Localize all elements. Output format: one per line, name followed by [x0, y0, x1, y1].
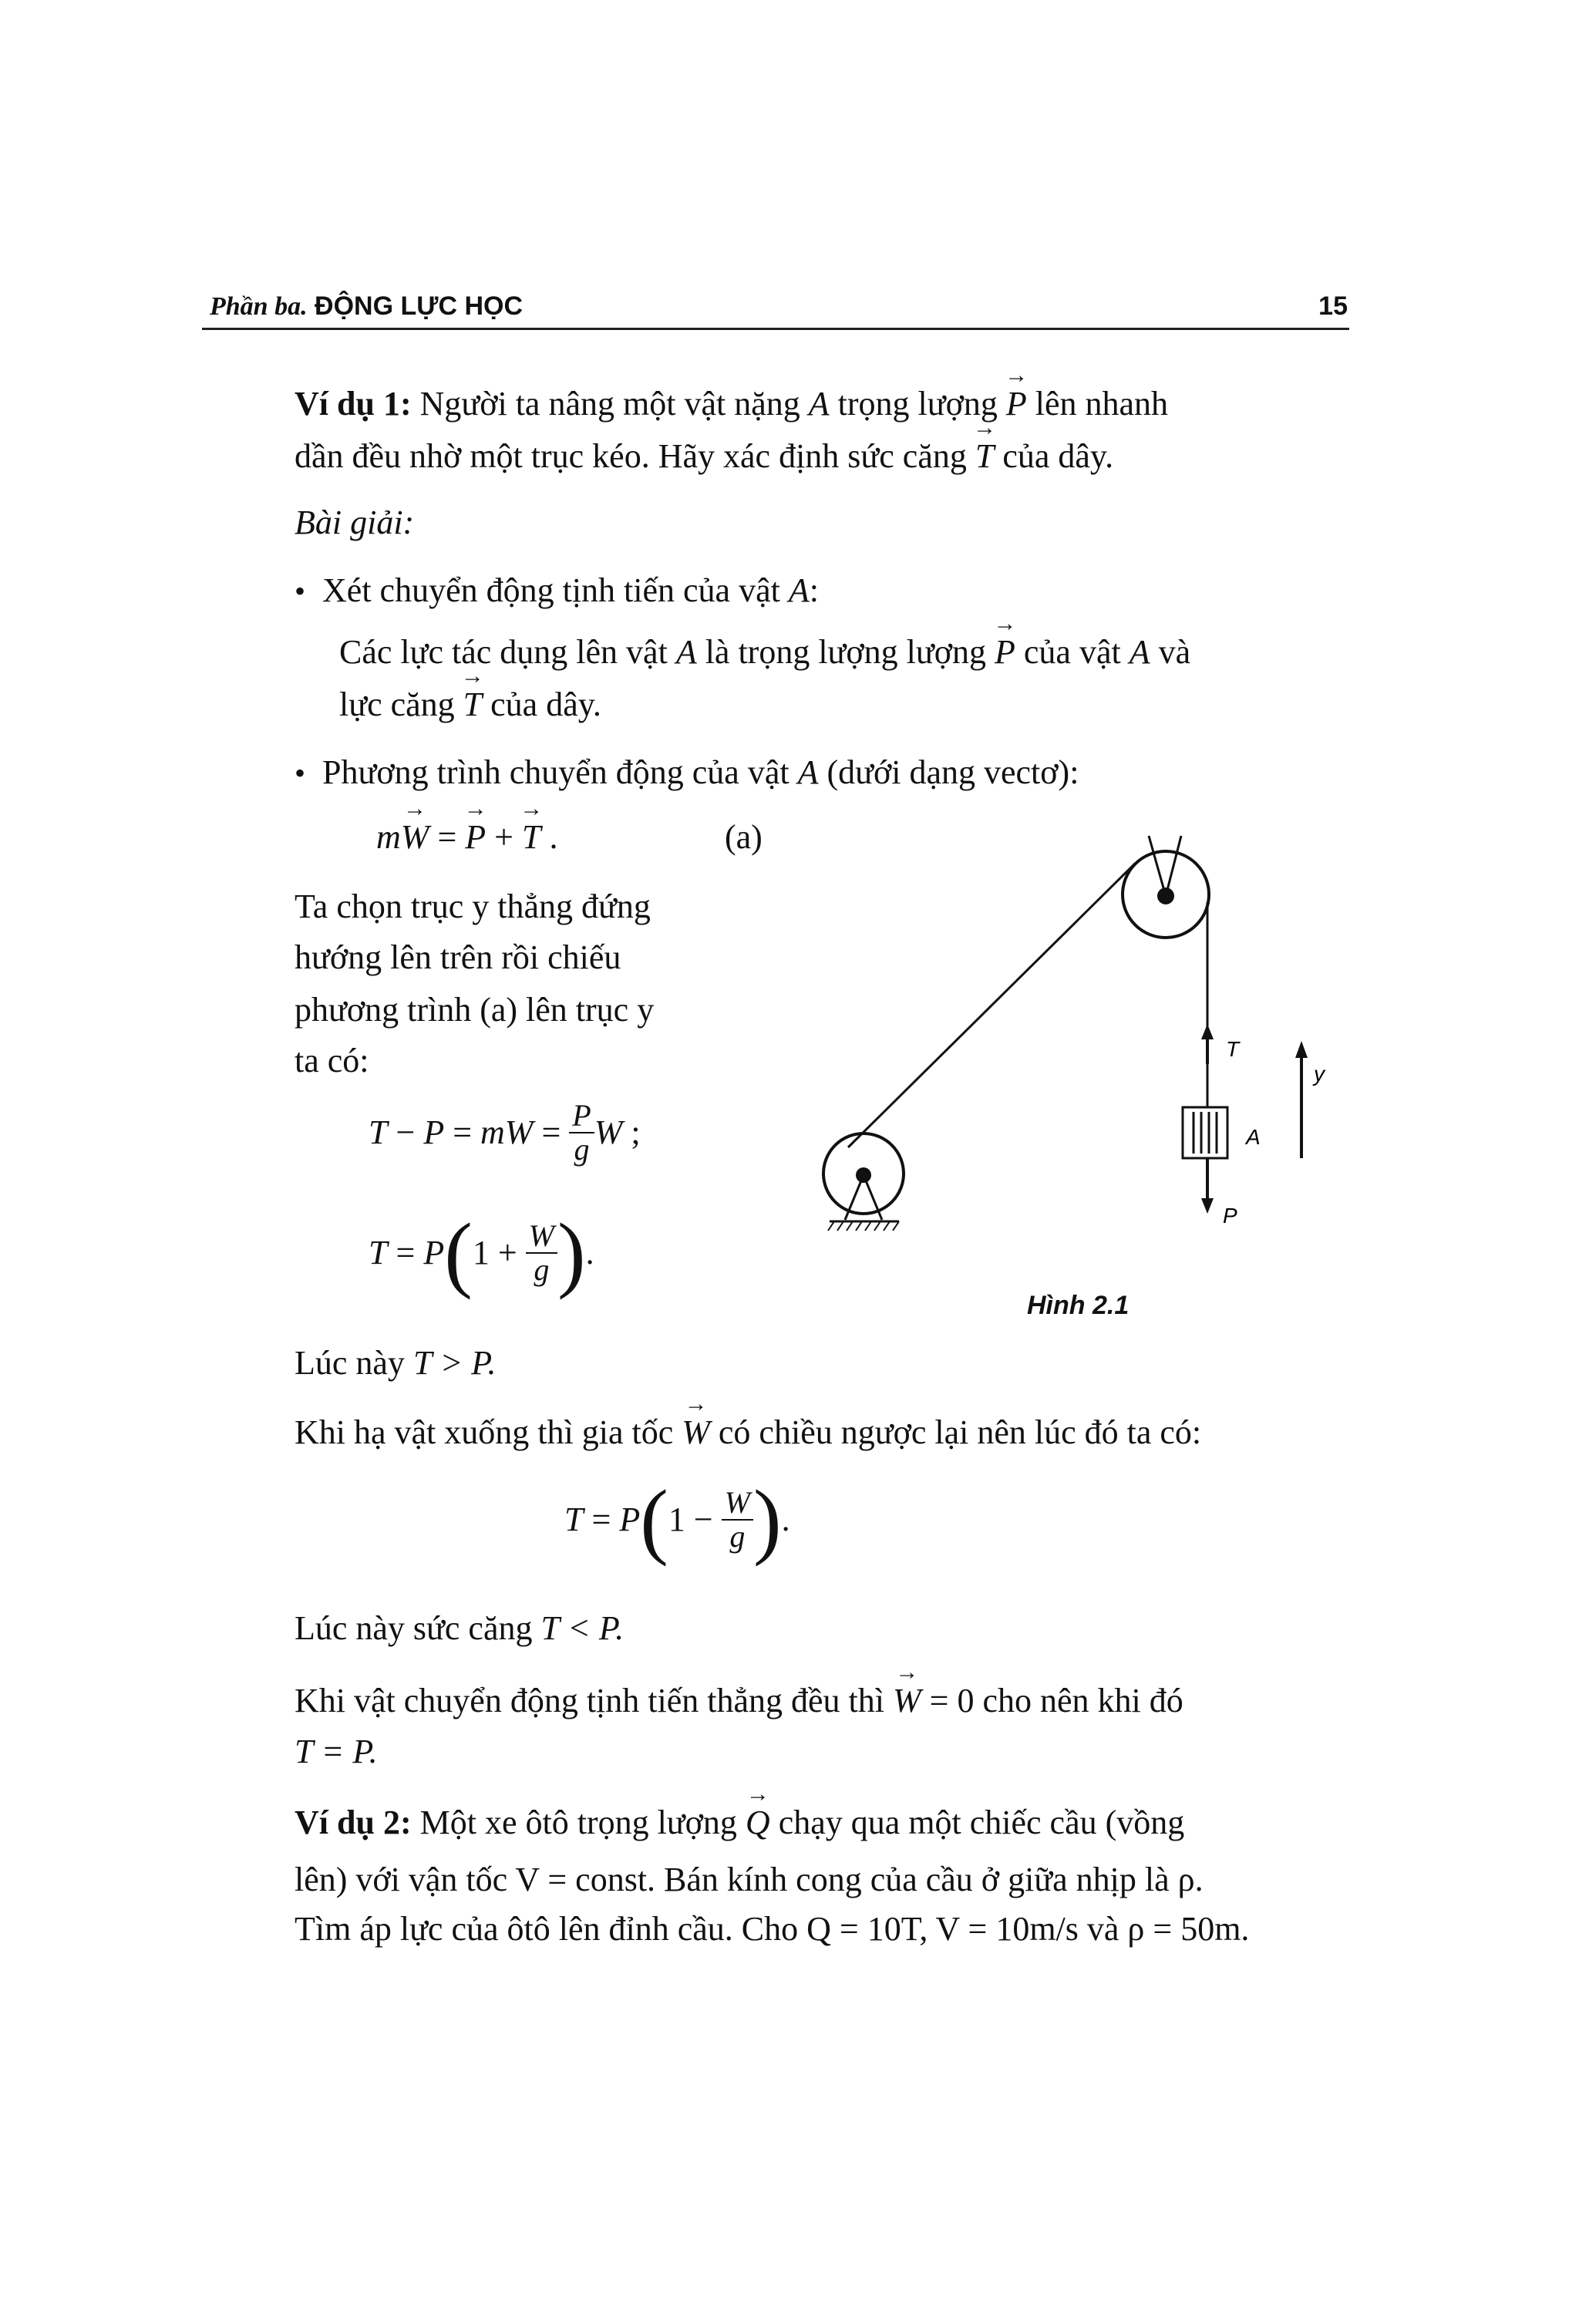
- vector-W: → W: [893, 1684, 921, 1718]
- equation-a-label: (a): [725, 818, 763, 856]
- running-header: [210, 291, 523, 322]
- text: (dưới dạng vectơ):: [827, 753, 1079, 791]
- example2-label: Ví dụ 2:: [295, 1804, 412, 1841]
- bullet-dot: •: [295, 574, 306, 608]
- example1-line1: [295, 387, 1168, 421]
- example1-line2: [295, 437, 1114, 475]
- equation-tension-1: T − P = mW = $\frac{P}{g}$ W ;: [369, 1098, 641, 1167]
- text: T > P.: [412, 1344, 497, 1382]
- equation-a: m→ W = → P + → T .: [376, 820, 557, 854]
- text: T < P.: [540, 1609, 625, 1647]
- text: Khi hạ vật xuống thì gia tốc: [295, 1413, 674, 1451]
- para1-line3: phương trình (a) lên trục y: [295, 991, 655, 1029]
- text: Xét chuyển động tịnh tiến của vật: [322, 571, 780, 609]
- equation-tension-2: T = P ( 1 + $\frac{W}{g}$ ) .: [369, 1206, 594, 1300]
- line-khivat: [295, 1684, 1183, 1718]
- vector-P: → P: [1006, 387, 1027, 421]
- ground-hatch: [828, 1221, 899, 1231]
- text: trọng lượng: [837, 385, 998, 423]
- bullet-2: [295, 753, 1079, 791]
- pulley-support-left: [1149, 836, 1166, 896]
- line-lucnay-2: [295, 1609, 625, 1647]
- text: của vật: [1023, 633, 1121, 671]
- rope-diagonal: [848, 864, 1135, 1147]
- tension-arrowhead: [1201, 1024, 1214, 1039]
- symbol-A: A: [788, 571, 810, 609]
- vector-Q: → Q: [746, 1806, 770, 1840]
- bullet-1: • Xét chuyển động tịnh tiến của vật A:: [295, 571, 819, 609]
- figure-pulley: [817, 825, 1357, 1319]
- vector-P: → P: [995, 635, 1015, 669]
- text: và: [1158, 633, 1191, 671]
- block-A: [1183, 1107, 1227, 1158]
- label-T: T: [1226, 1037, 1240, 1061]
- line-khiha: [295, 1413, 1202, 1451]
- symbol-A: A: [797, 753, 819, 791]
- text: lên nhanh: [1035, 385, 1169, 423]
- label-A: A: [1246, 1125, 1261, 1149]
- para1-line4: ta có:: [295, 1042, 369, 1079]
- text: của dây.: [1002, 437, 1114, 475]
- equation-tension-3: T = P ( 1 − $\frac{W}{g}$ ) .: [564, 1473, 790, 1567]
- label-y: y: [1314, 1062, 1325, 1086]
- line-khivat-2: T = P.: [295, 1733, 378, 1770]
- text: Người ta nâng một vật nặng: [419, 385, 800, 423]
- text: của dây.: [490, 685, 601, 723]
- figure-caption: Hình 2.1: [1027, 1291, 1130, 1320]
- text: Các lực tác dụng lên vật: [339, 633, 668, 671]
- text: là trọng lượng lượng: [705, 633, 987, 671]
- para1-line1: Ta chọn trục y thẳng đứng: [295, 887, 651, 925]
- text: có chiều ngược lại nên lúc đó ta có:: [718, 1413, 1202, 1451]
- text: Phương trình chuyển động của vật: [322, 753, 790, 791]
- vector-T: → T: [975, 440, 994, 473]
- pulley-support-right: [1166, 836, 1181, 896]
- vector-W: → W: [401, 820, 429, 854]
- vector-T: → T: [463, 688, 482, 722]
- text: = 0 cho nên khi đó: [929, 1682, 1183, 1719]
- example2-line2: lên) với vận tốc V = const. Bán kính cong của cầu ở giữa nhịp là ρ.: [295, 1861, 1204, 1898]
- example2-line3: Tìm áp lực của ôtô lên đỉnh cầu. Cho Q = 10T, V = 10m/s và ρ = 50m.: [295, 1910, 1250, 1948]
- text: chạy qua một chiếc cầu (vồng: [778, 1804, 1185, 1841]
- page-number: 15: [1318, 291, 1348, 321]
- text: dần đều nhờ một trục kéo. Hãy xác định sức căng: [295, 437, 967, 475]
- bullet1-line2: [339, 685, 601, 723]
- weight-arrowhead: [1201, 1198, 1214, 1214]
- para1-line2: hướng lên trên rồi chiếu: [295, 938, 621, 976]
- line-lucnay-1: [295, 1346, 497, 1380]
- text: Lúc này: [295, 1344, 405, 1382]
- example2-line1: [295, 1806, 1184, 1840]
- vector-T: → T: [522, 820, 540, 854]
- header-title: ĐỘNG LỰC HỌC: [315, 291, 524, 321]
- vector-P: → P: [465, 820, 486, 854]
- vector-W: → W: [682, 1416, 710, 1450]
- header-part: Phần ba.: [210, 292, 308, 321]
- label-P: P: [1223, 1204, 1237, 1228]
- text: lực căng: [339, 685, 455, 723]
- text: Một xe ôtô trọng lượng: [419, 1804, 737, 1841]
- solution-label: Bài giải:: [295, 504, 415, 541]
- bullet-dot: •: [295, 756, 306, 790]
- text: Lúc này sức căng: [295, 1609, 533, 1647]
- symbol-A: A: [808, 385, 830, 423]
- example1-label: Ví dụ 1:: [295, 385, 412, 423]
- header-rule: [202, 328, 1349, 330]
- text: Khi vật chuyển động tịnh tiến thẳng đều thì: [295, 1682, 884, 1719]
- y-axis-arrowhead: [1295, 1041, 1308, 1058]
- symbol-A: A: [675, 633, 697, 671]
- symbol-A: A: [1129, 633, 1150, 671]
